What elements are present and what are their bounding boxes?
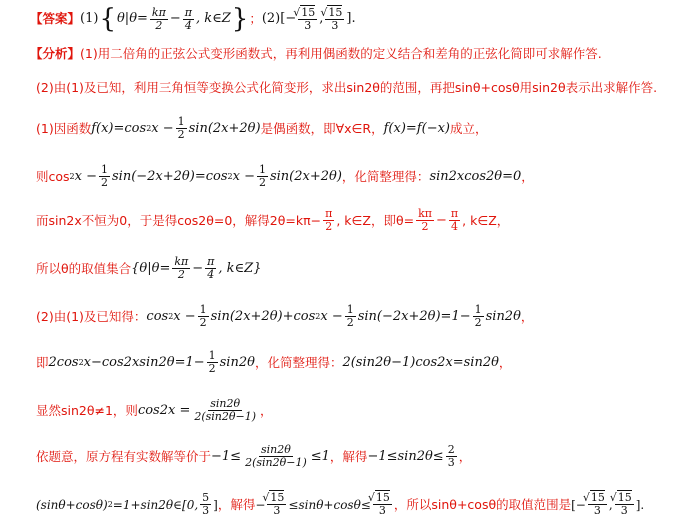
step-text: 则cos xyxy=(36,168,70,184)
answer-part1-label: (1) xyxy=(80,11,99,26)
sqrt-fraction: √ $\frac{15}{3}$ xyxy=(588,492,607,517)
set-open-brace: { xyxy=(99,4,116,34)
step-text: ，化简整理得： xyxy=(254,354,343,370)
math-expr: −1≤ xyxy=(211,448,242,464)
fraction: $\frac{1}{2}$ xyxy=(258,163,266,189)
fraction: $\frac{\pi}{4}$ xyxy=(207,255,215,281)
set-variable: θ|θ= xyxy=(116,11,148,26)
math-expr: ] xyxy=(213,497,218,512)
comma: , xyxy=(319,11,324,26)
separator: ； xyxy=(249,11,262,26)
answer-part2-label: (2) xyxy=(261,11,281,26)
range-open: [− xyxy=(280,11,297,26)
step-text: 即 xyxy=(36,354,49,370)
range-close: ]. xyxy=(346,11,356,26)
step-text: 是偶函数，即∀x∈R， xyxy=(260,120,384,136)
analysis-line-1 xyxy=(30,46,602,62)
math-expr: sin(2x+2θ)+cos xyxy=(210,308,316,324)
step-text: ，解得 xyxy=(217,496,256,512)
sqrt-fraction: √ $\frac{15}{3}$ xyxy=(267,492,286,517)
step-8 xyxy=(36,444,471,469)
math-expr: sin(2x+2θ) xyxy=(188,120,261,136)
range-open: [− xyxy=(571,497,586,512)
superscript: 2 xyxy=(78,357,84,367)
step-text: , k∈Z，即θ= xyxy=(336,212,415,228)
math-expr: 2cos xyxy=(48,354,79,370)
fraction: $\frac{1}{2}$ xyxy=(208,349,216,375)
sqrt-fraction: √ $\frac{15}{3}$ xyxy=(615,492,634,517)
step-text: ， xyxy=(520,308,534,324)
step-6 xyxy=(36,350,511,375)
step-text: ， xyxy=(458,448,472,464)
analysis-text-2: (2)由(1)及已知，利用三角恒等变换公式化简变形，求出sin2θ的范围，再把sinθ+cosθ用sin2θ表示出求解作答. xyxy=(36,80,658,95)
fraction: $\frac{k\pi}{2}$ xyxy=(151,5,166,32)
fraction: $\frac{1}{2}$ xyxy=(199,303,207,329)
step-text: ， xyxy=(260,402,273,418)
sqrt-fraction: √ $\frac{15}{3}$ xyxy=(373,492,392,517)
set-tail: , k∈Z xyxy=(195,11,231,26)
math-expr: sin(2x+2θ) xyxy=(269,168,342,184)
step-text: ， xyxy=(521,168,534,184)
superscript: 2 xyxy=(107,499,113,509)
step-text: (2)由(1)及已知得： xyxy=(36,308,147,324)
range-close: ]. xyxy=(635,497,645,512)
math-expr: sin(−2x+2θ)=cos xyxy=(112,168,228,184)
fraction: $\frac{1}{2}$ xyxy=(346,303,354,329)
step-9 xyxy=(36,492,644,517)
math-expr: x − xyxy=(74,168,97,184)
fraction: $\frac{k\pi}{2}$ xyxy=(174,255,189,281)
sqrt-fraction: √ $\frac{15}{3}$ xyxy=(325,7,344,32)
minus-sign: − xyxy=(192,260,204,276)
comma: , xyxy=(608,497,613,512)
math-expr: x − xyxy=(173,308,196,324)
math-expr: sin2θ xyxy=(485,308,521,324)
fraction: $\frac{\sin 2\theta}{2(\sin 2\theta-1)}$ xyxy=(245,443,307,469)
math-expr: f(x)=cos xyxy=(91,120,147,136)
math-expr: sin2xcos2θ=0 xyxy=(429,168,522,184)
math-expr: sin(−2x+2θ)=1− xyxy=(357,308,471,324)
sqrt-fraction: √ $\frac{15}{3}$ xyxy=(298,7,317,32)
superscript: 2 xyxy=(146,123,152,133)
analysis-label: 【分析】 xyxy=(30,46,81,61)
math-expr: sin2θ xyxy=(219,354,255,370)
fraction: $\frac{\sin 2\theta}{2(\sin 2\theta-1)}$ xyxy=(194,397,257,423)
step-text: 显然sin2θ≠1，则 xyxy=(36,402,138,418)
math-expr: x − xyxy=(151,120,174,136)
minus-sign: − xyxy=(169,11,181,26)
step-1 xyxy=(36,116,488,141)
step-text: ，化简整理得： xyxy=(341,168,430,184)
math-expr: 2(sin2θ−1)cos2x=sin2θ xyxy=(342,354,499,370)
fraction: $\frac{\pi}{4}$ xyxy=(450,207,459,233)
math-expr: x − xyxy=(232,168,255,184)
step-5 xyxy=(36,304,533,329)
step-text: 依题意，原方程有实数解等价于 xyxy=(36,448,212,464)
fraction: $\frac{1}{2}$ xyxy=(101,163,108,189)
step-text: , k∈Z， xyxy=(462,212,510,228)
step-text: 成立， xyxy=(449,120,488,136)
step-text: 所以θ的取值集合 xyxy=(36,260,132,276)
fraction: $\frac{1}{2}$ xyxy=(177,115,185,141)
fraction: $\frac{\pi}{2}$ xyxy=(325,207,333,233)
fraction: $\frac{1}{2}$ xyxy=(474,303,482,329)
math-expr: cos xyxy=(146,308,169,324)
math-expr: , k∈Z} xyxy=(218,260,262,276)
step-text: 而sin2x不恒为0，于是得cos2θ=0，解得2θ=kπ− xyxy=(36,212,322,228)
math-expr: {θ|θ= xyxy=(131,260,171,276)
superscript: 2 xyxy=(168,311,174,321)
step-2 xyxy=(36,164,534,189)
superscript: 2 xyxy=(227,171,233,181)
math-expr: =1+sin2θ∈[0, xyxy=(112,497,199,512)
math-expr: ≤1 xyxy=(310,448,330,464)
math-expr: cos2x = xyxy=(137,402,191,418)
step-text: ，解得 xyxy=(329,448,368,464)
math-expr: ≤sinθ+cosθ≤ xyxy=(288,497,371,512)
step-text: ， xyxy=(498,354,512,370)
superscript: 2 xyxy=(315,311,321,321)
answer-line xyxy=(30,6,356,32)
math-expr: x − xyxy=(320,308,343,324)
fraction: $\frac{2}{3}$ xyxy=(447,443,455,469)
math-expr: f(x)=f(−x) xyxy=(383,120,450,136)
step-text: ，所以sinθ+cosθ的取值范围是 xyxy=(393,496,572,512)
set-close-brace: } xyxy=(231,4,249,34)
math-expr: (sinθ+cosθ) xyxy=(36,497,108,512)
fraction: $\frac{5}{3}$ xyxy=(202,491,210,517)
math-expr: −1≤sin2θ≤ xyxy=(367,448,444,464)
analysis-text-1: (1)用二倍角的正弦公式变形函数式，再利用偶函数的定义结合和差角的正弦化简即可求解作答. xyxy=(80,46,602,61)
analysis-line-2 xyxy=(36,80,657,96)
minus-sign: − xyxy=(255,497,266,512)
step-7 xyxy=(36,398,273,423)
fraction: $\frac{\pi}{4}$ xyxy=(184,5,192,32)
step-4 xyxy=(36,256,261,281)
answer-label: 【答案】 xyxy=(30,11,81,26)
minus-sign: − xyxy=(436,212,447,228)
fraction: $\frac{k\pi}{2}$ xyxy=(418,207,432,233)
math-expr: x−cos2xsin2θ=1− xyxy=(83,354,205,370)
step-3 xyxy=(36,208,509,233)
step-text: (1)因函数 xyxy=(36,120,92,136)
superscript: 2 xyxy=(69,171,75,181)
